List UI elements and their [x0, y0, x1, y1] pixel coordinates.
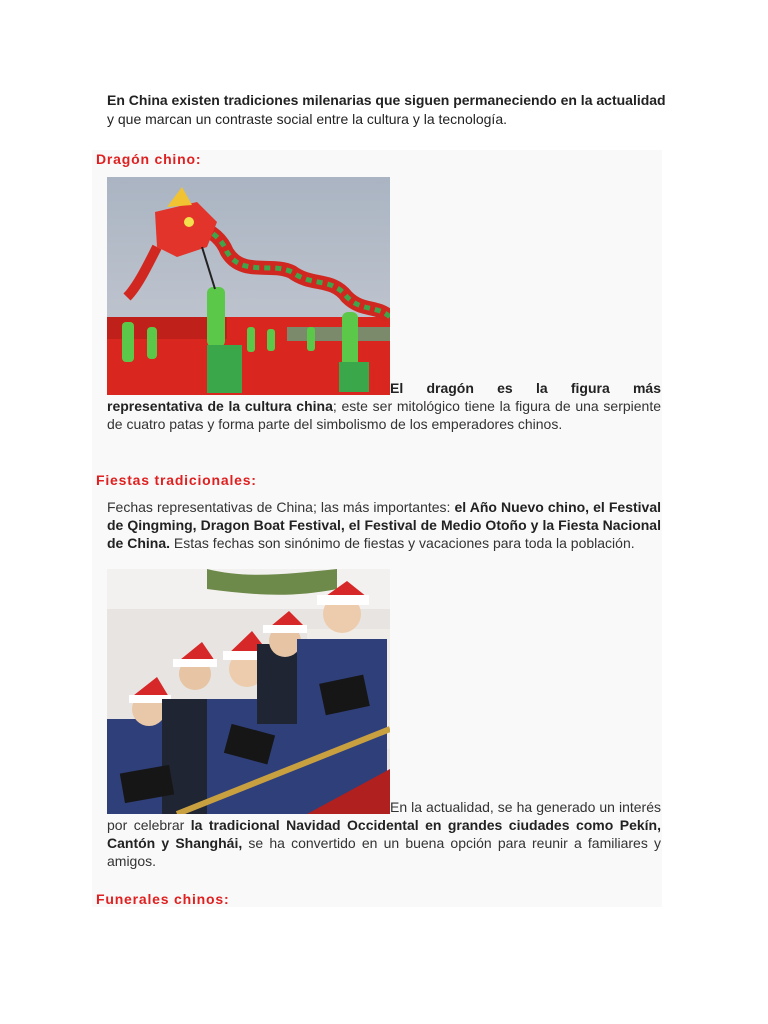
- fiestas-caption-rest: se ha convertido en un buena opción para reunir a familiares y amigos.: [107, 835, 661, 869]
- dragon-lead-text: El dragón es la figura más representativa de la cultura china: [107, 380, 661, 414]
- fiestas-caption-bold: la tradicional Navidad Occidental en grandes ciudades como Pekín, Cantón y Shanghái,: [107, 817, 661, 851]
- heading-fiestas: Fiestas tradicionales:: [96, 472, 257, 488]
- fiestas-intro-plain: Fechas representativas de China; las más importantes:: [107, 499, 455, 515]
- fiestas-intro-paragraph: [107, 498, 661, 552]
- fiestas-intro-bold: el Año Nuevo chino, el Festival de Qingming, Dragon Boat Festival, el Festival de Medio Otoño y la Fiesta Nacional de China.: [107, 499, 662, 551]
- fiestas-caption-plain: En la actualidad, se ha generado un interés por celebrar: [107, 799, 661, 833]
- intro-paragraph: [107, 91, 667, 129]
- dragon-rest-text: ; este ser mitológico tiene la figura de una serpiente de cuatro patas y forma parte del simbolismo de los emperadores chinos.: [107, 398, 662, 432]
- intro-rest-text: y que marcan un contraste social entre la cultura y la tecnología.: [107, 111, 507, 127]
- dragon-paragraph: [107, 379, 661, 433]
- dragon-dance-photo: [107, 177, 390, 395]
- fiestas-intro-rest: Estas fechas son sinónimo de fiestas y vacaciones para toda la población.: [170, 535, 635, 551]
- heading-dragon: Dragón chino:: [96, 151, 202, 167]
- christmas-choir-photo: [107, 569, 390, 814]
- heading-funerales: Funerales chinos:: [96, 891, 230, 907]
- fiestas-caption-paragraph: [107, 798, 661, 870]
- intro-bold-text: En China existen tradiciones milenarias que siguen permaneciendo en la actualidad: [107, 92, 666, 108]
